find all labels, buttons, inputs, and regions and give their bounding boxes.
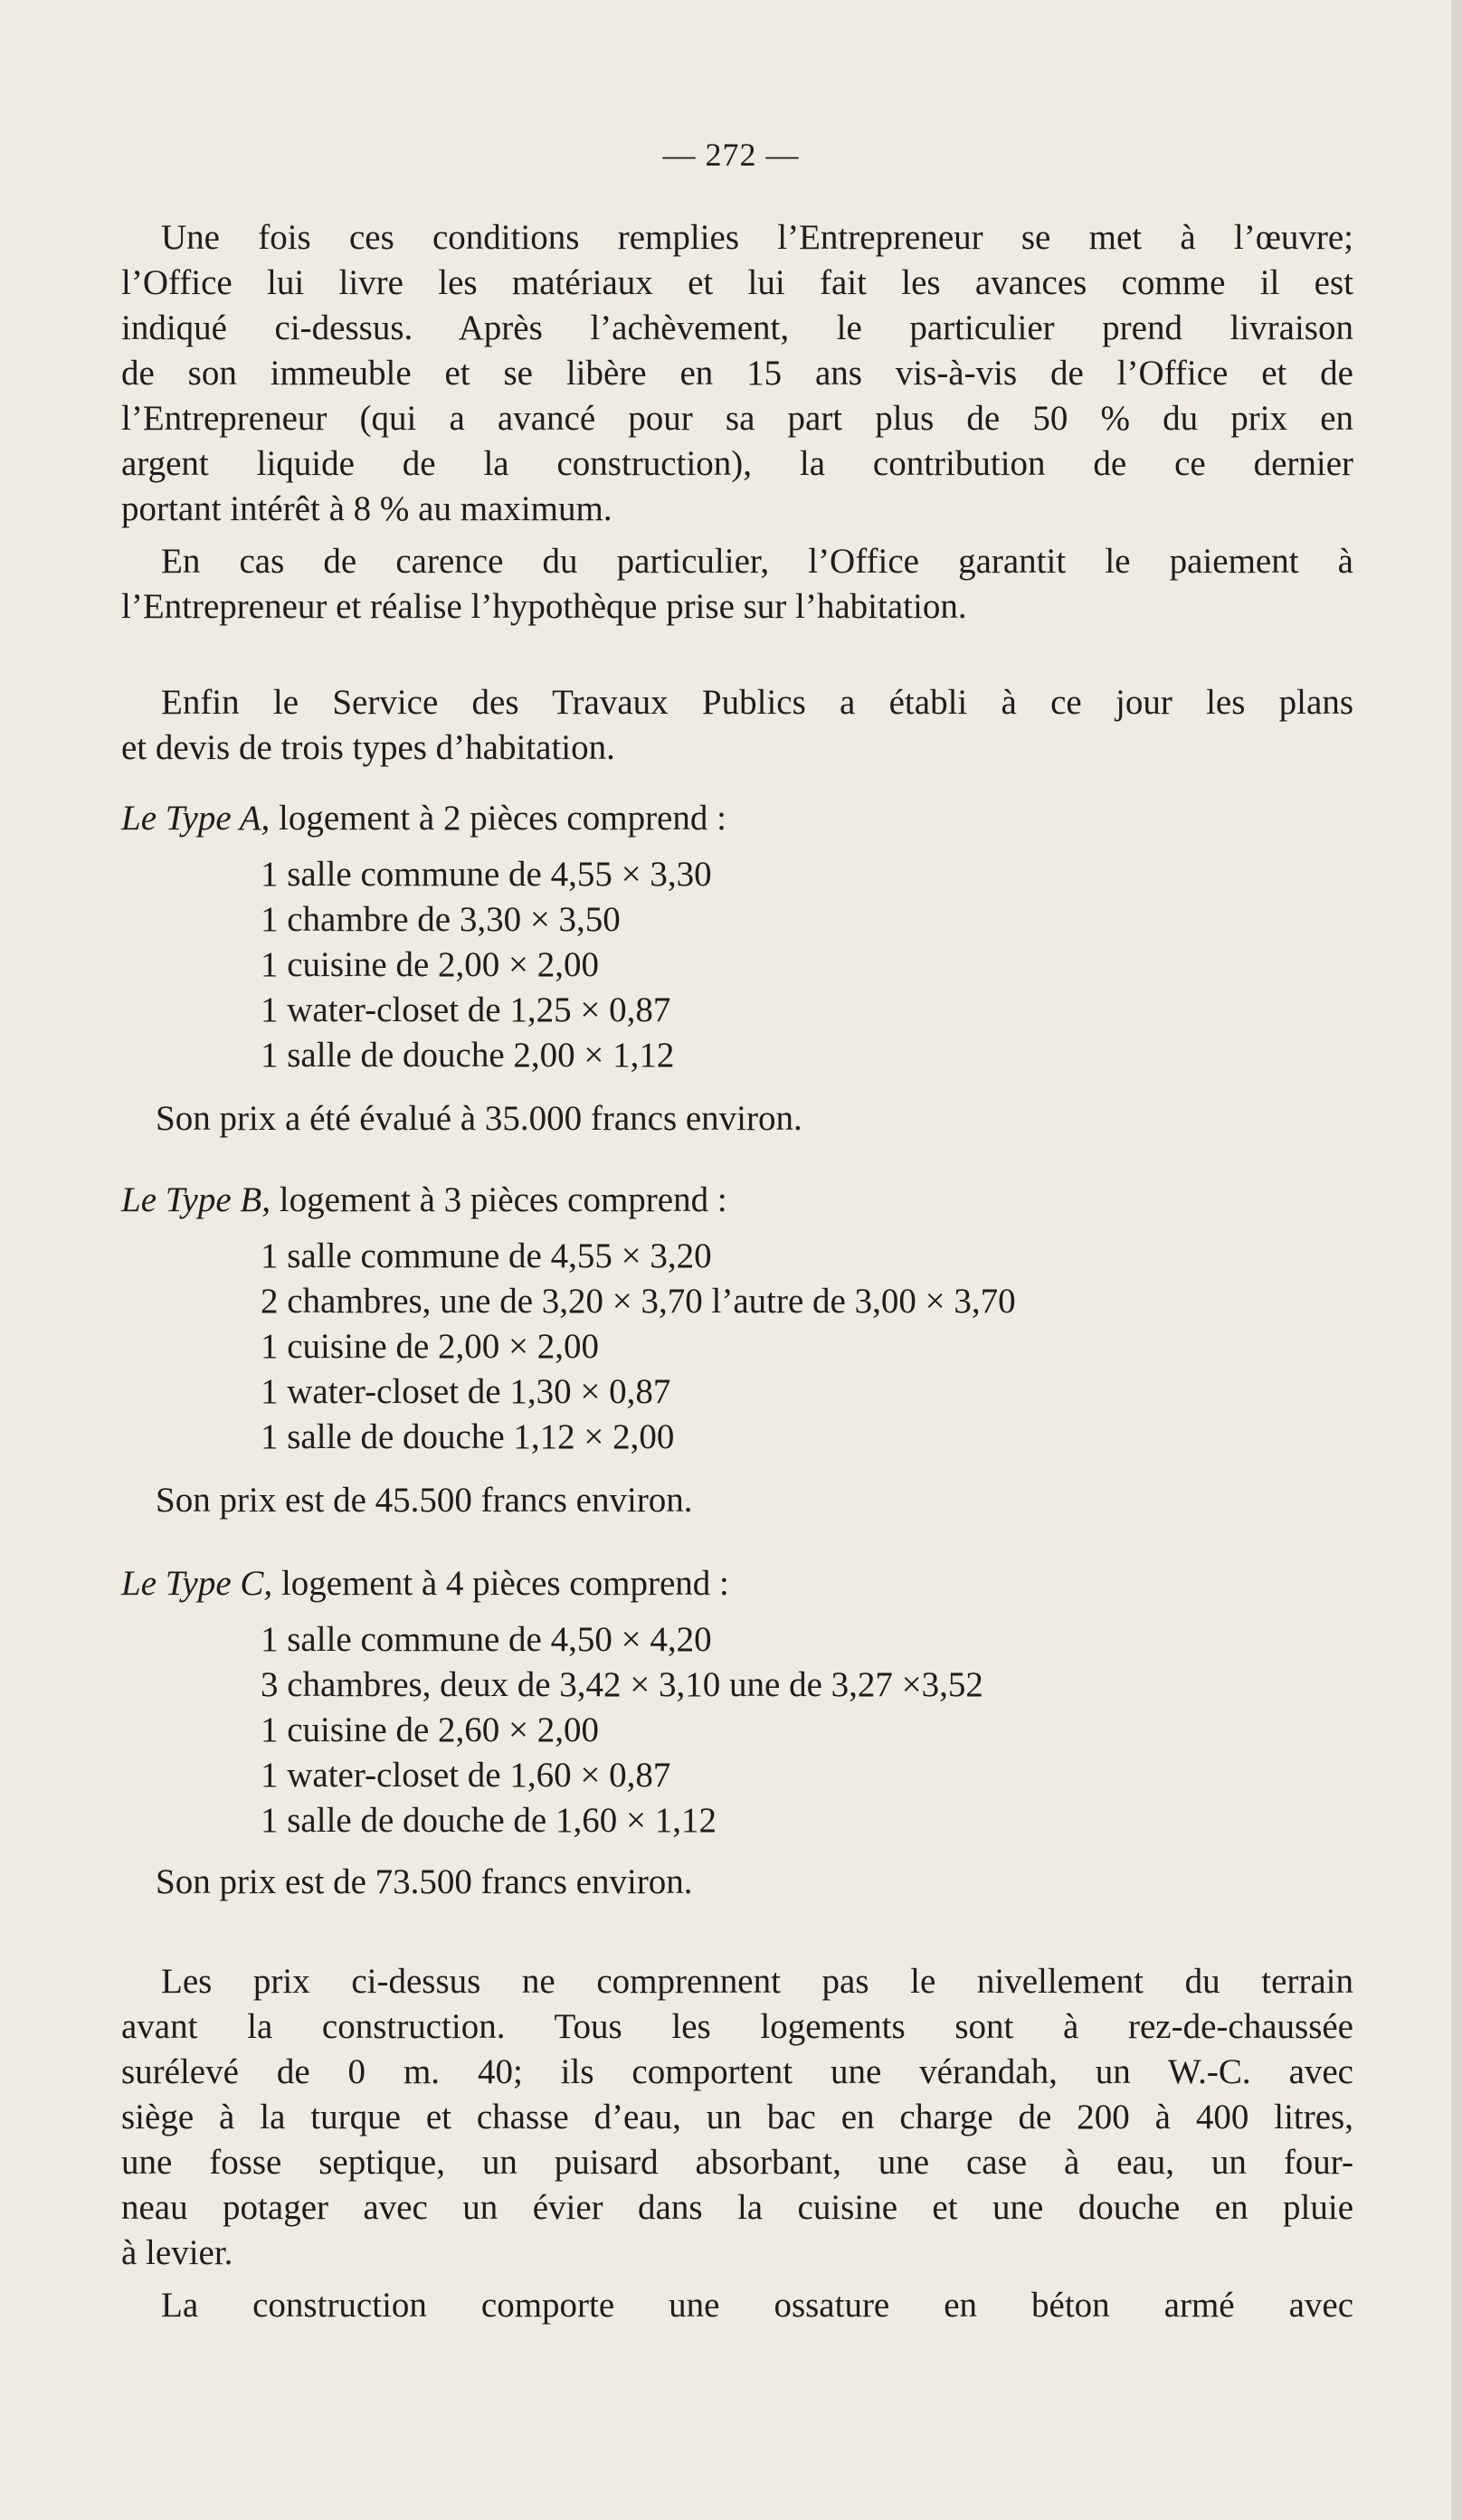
para4-line-2: avant la construction. Tous les logements sont à rez-de-chaussée (121, 2007, 1353, 2046)
type-a-item: 1 water-closet de 1,25 × 0,87 (261, 990, 671, 1029)
para1-line-4: de son immeuble et se libère en 15 ans vis-à-vis de l’Office et de (121, 354, 1353, 393)
para4-line-4: siège à la turque et chasse d’eau, un bac en charge de 200 à 400 litres, (121, 2098, 1353, 2136)
type-a-price: Son prix a été évalué à 35.000 francs environ. (156, 1099, 802, 1138)
para3-line-2: et devis de trois types d’habitation. (121, 728, 615, 767)
type-c-item: 1 cuisine de 2,60 × 2,00 (261, 1710, 600, 1749)
type-a-item: 1 salle de douche 2,00 × 1,12 (261, 1036, 675, 1075)
para1-line-5: l’Entrepreneur (qui a avancé pour sa part plus de 50 % du prix en (121, 399, 1353, 438)
para1-line-1: Une fois ces conditions remplies l’Entrepreneur se met à l’œuvre; (161, 218, 1353, 257)
type-b-item: 1 cuisine de 2,00 × 2,00 (261, 1327, 600, 1366)
para1-line-7: portant intérêt à 8 % au maximum. (121, 489, 612, 528)
para1-line-6: argent liquide de la construction), la contribution de ce dernier (121, 444, 1353, 483)
type-b-desc: logement à 3 pièces comprend : (271, 1180, 727, 1219)
para2-line-2: l’Entrepreneur et réalise l’hypothèque prise sur l’habitation. (121, 587, 967, 626)
type-c-desc: logement à 4 pièces comprend : (272, 1564, 729, 1603)
type-a-item: 1 cuisine de 2,00 × 2,00 (261, 945, 600, 984)
type-c-item: 1 salle commune de 4,50 × 4,20 (261, 1620, 712, 1659)
para1-line-2: l’Office lui livre les matériaux et lui fait les avances comme il est (121, 263, 1353, 302)
type-b-price: Son prix est de 45.500 francs environ. (156, 1481, 693, 1520)
type-b-item: 1 water-closet de 1,30 × 0,87 (261, 1372, 671, 1411)
type-b-heading (121, 1179, 727, 1221)
type-a-heading (121, 798, 726, 839)
type-a-item: 1 chambre de 3,30 × 3,50 (261, 900, 621, 939)
para4-line-3: surélevé de 0 m. 40; ils comportent une vérandah, un W.-C. avec (121, 2052, 1353, 2091)
type-c-heading (121, 1563, 729, 1605)
type-a-item: 1 salle commune de 4,55 × 3,30 (261, 855, 712, 894)
type-b-item: 2 chambres, une de 3,20 × 3,70 l’autre de 3,00 × 3,70 (261, 1282, 1016, 1321)
para5-line-1: La construction comporte une ossature en béton armé avec (161, 2286, 1353, 2325)
type-c-label: Le Type C, (121, 1564, 273, 1603)
para4-line-1: Les prix ci-dessus ne comprennent pas le nivellement du terrain (161, 1962, 1353, 2001)
para4-line-6: neau potager avec un évier dans la cuisine et une douche en pluie (121, 2188, 1353, 2227)
type-b-item: 1 salle de douche 1,12 × 2,00 (261, 1417, 675, 1456)
type-b-item: 1 salle commune de 4,55 × 3,20 (261, 1236, 712, 1275)
para1-line-3: indiqué ci-dessus. Après l’achèvement, le particulier prend livraison (121, 308, 1353, 347)
type-c-item: 3 chambres, deux de 3,42 × 3,10 une de 3,27 ×3,52 (261, 1665, 983, 1704)
para2-line-1: En cas de carence du particulier, l’Office garantit le paiement à (161, 542, 1353, 581)
page-edge (1451, 0, 1462, 2520)
para3-line-1: Enfin le Service des Travaux Publics a établi à ce jour les plans (161, 683, 1353, 722)
type-b-label: Le Type B, (121, 1180, 271, 1219)
type-c-item: 1 water-closet de 1,60 × 0,87 (261, 1756, 671, 1795)
type-a-desc: logement à 2 pièces comprend : (270, 799, 726, 838)
type-a-label: Le Type A, (121, 799, 271, 838)
type-c-price: Son prix est de 73.500 francs environ. (156, 1862, 693, 1901)
page-number: — 272 — (662, 137, 800, 173)
para4-line-7: à levier. (121, 2233, 233, 2272)
type-c-item: 1 salle de douche de 1,60 × 1,12 (261, 1801, 717, 1840)
para4-line-5: une fosse septique, un puisard absorbant, une case à eau, un four- (121, 2143, 1353, 2182)
